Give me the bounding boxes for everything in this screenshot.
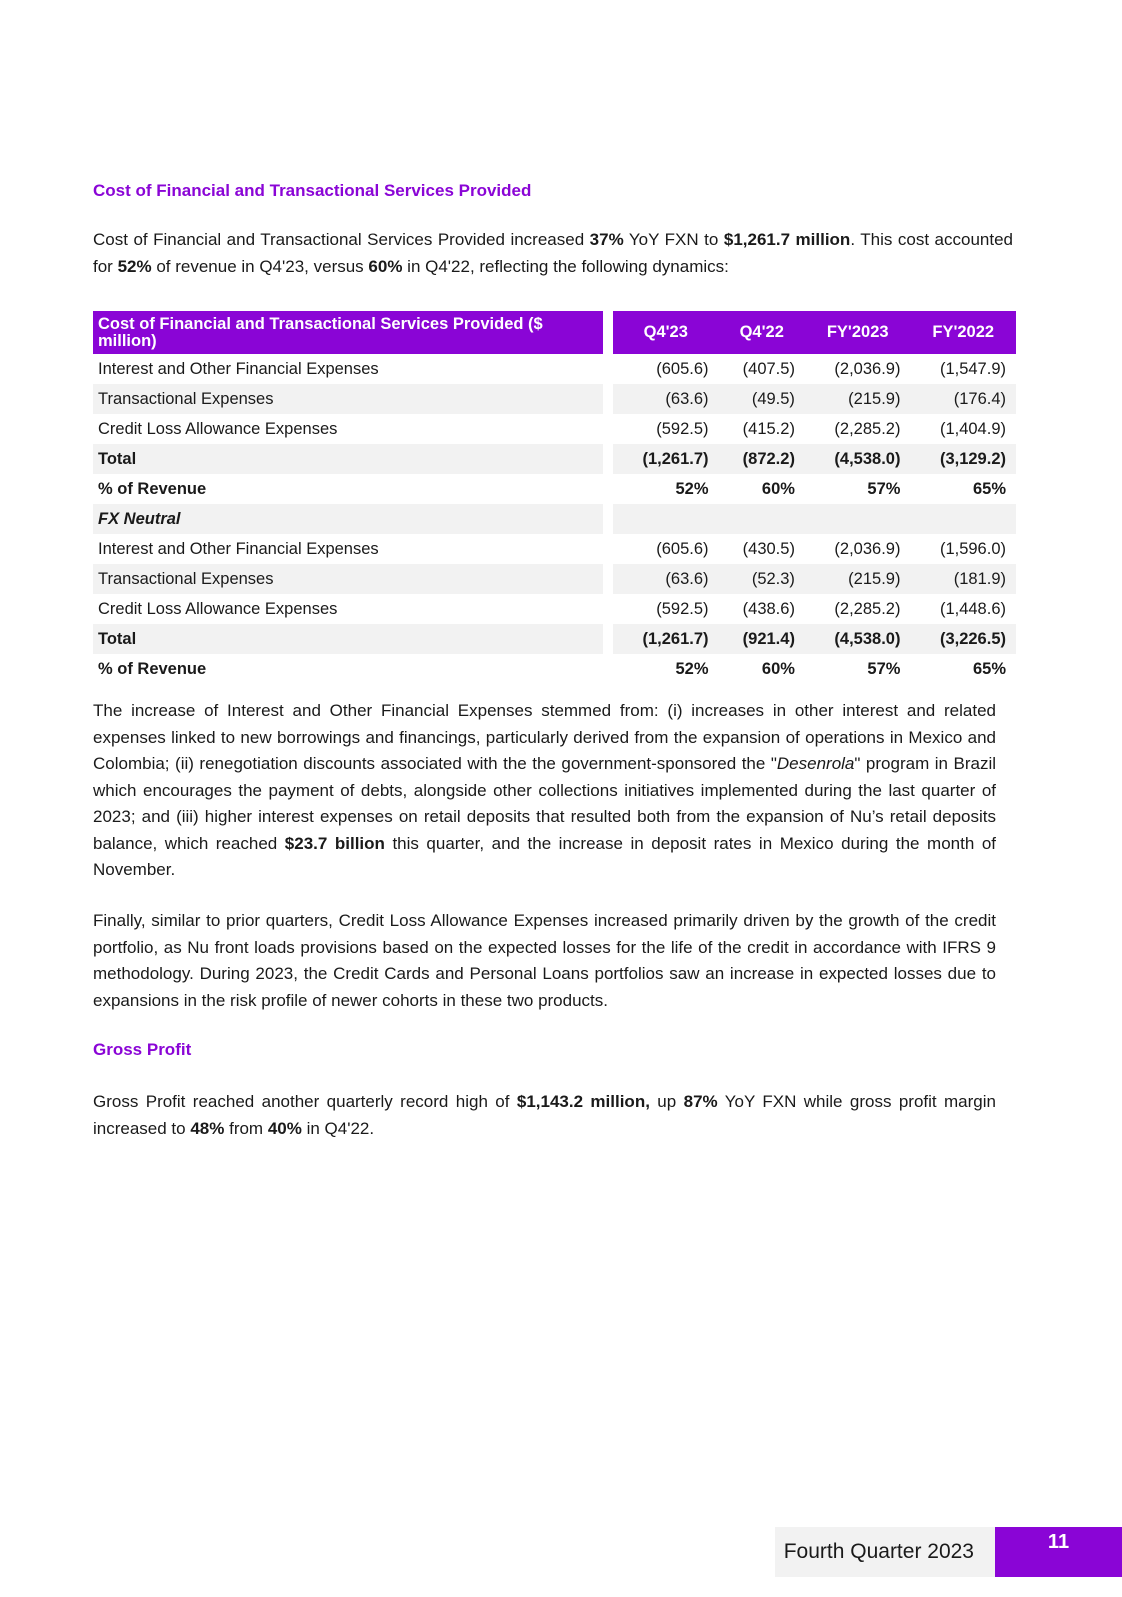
text-segment: 87% <box>683 1092 718 1111</box>
row-value: (605.6) <box>656 539 709 558</box>
row-value: (592.5) <box>656 419 709 438</box>
table-header-fy2022: FY'2022 <box>910 311 1016 354</box>
interest-expenses-paragraph <box>93 698 996 884</box>
row-value: 60% <box>761 479 795 498</box>
text-segment: 52% <box>117 256 152 276</box>
table-header-fy2023: FY'2023 <box>805 311 911 354</box>
row-label: Transactional Expenses <box>93 384 603 414</box>
row-label: Interest and Other Financial Expenses <box>98 539 379 558</box>
row-value: (872.2) <box>719 444 805 474</box>
text-segment: Gross Profit reached another quarterly record high of <box>93 1092 517 1111</box>
row-value: (3,226.5) <box>910 624 1016 654</box>
row-label: Total <box>93 444 603 474</box>
row-label: Transactional Expenses <box>93 564 603 594</box>
row-gap <box>603 384 613 414</box>
row-value: (430.5) <box>742 539 795 558</box>
text-segment: $1,261.7 million <box>723 230 851 249</box>
row-value: (4,538.0) <box>805 444 911 474</box>
cost-table-header <box>93 311 1016 354</box>
row-label: Total <box>93 624 603 654</box>
table-row <box>93 474 1016 504</box>
text-segment: Cost of Financial and Transactional Services Provided increased <box>93 230 590 249</box>
row-value: (2,285.2) <box>834 599 901 618</box>
row-value: (176.4) <box>910 384 1016 414</box>
text-segment: $23.7 billion <box>284 833 385 853</box>
row-label: % of Revenue <box>98 479 207 498</box>
row-value: 65% <box>972 659 1006 678</box>
text-segment: Finally, similar to prior quarters, Credit Loss Allowance Expenses increased primarily driven by the growth of the credit portfolio, as Nu front loads provisions based on the expected losses for the life of the credit in accordance with IFRS 9 methodology. During 2023, the Credit Cards and Personal Loans portfolios saw an increase in expected losses due to expansions in the risk profile of newer cohorts in these two products. <box>93 911 996 1010</box>
row-label: Credit Loss Allowance Expenses <box>98 419 338 438</box>
row-gap <box>603 474 613 504</box>
table-row <box>93 534 1016 564</box>
text-segment: 37% <box>589 230 624 249</box>
row-label: % of Revenue <box>98 659 207 678</box>
section-heading-cost: Cost of Financial and Transactional Services Provided <box>93 181 532 200</box>
cost-intro-paragraph <box>93 227 1013 280</box>
row-label: Credit Loss Allowance Expenses <box>98 599 338 618</box>
row-label: FX Neutral <box>93 504 603 534</box>
row-value: (921.4) <box>719 624 805 654</box>
row-value: 52% <box>675 659 709 678</box>
row-value: (407.5) <box>742 359 795 378</box>
row-value: (215.9) <box>805 564 911 594</box>
row-value: (605.6) <box>656 359 709 378</box>
text-segment: up <box>649 1092 684 1111</box>
row-value: (1,596.0) <box>939 539 1006 558</box>
row-label: Interest and Other Financial Expenses <box>98 359 379 378</box>
text-segment: 60% <box>368 256 403 276</box>
footer-report-label: Fourth Quarter 2023 <box>775 1527 995 1577</box>
row-value: (181.9) <box>910 564 1016 594</box>
row-gap <box>603 414 613 444</box>
table-row <box>93 384 1016 414</box>
text-segment: of revenue in Q4'23, versus <box>151 256 369 276</box>
row-value: 60% <box>761 659 795 678</box>
row-value: (63.6) <box>613 564 719 594</box>
row-gap <box>603 594 613 624</box>
text-segment: 48% <box>190 1118 225 1138</box>
row-value: (52.3) <box>719 564 805 594</box>
row-value: (415.2) <box>742 419 795 438</box>
text-segment: $1,143.2 million, <box>516 1092 650 1111</box>
row-value: (3,129.2) <box>910 444 1016 474</box>
credit-loss-paragraph <box>93 908 996 1014</box>
text-segment: in Q4'22. <box>301 1118 375 1138</box>
text-segment: from <box>224 1118 268 1138</box>
table-row <box>93 564 1016 594</box>
row-value: (1,404.9) <box>939 419 1006 438</box>
row-value: (2,036.9) <box>834 359 901 378</box>
row-gap <box>603 504 613 534</box>
row-value: 65% <box>972 479 1006 498</box>
row-value: (63.6) <box>613 384 719 414</box>
row-value: (2,285.2) <box>834 419 901 438</box>
table-row <box>93 624 1016 654</box>
table-row <box>93 354 1016 384</box>
footer-page-number: 11 <box>995 1527 1122 1577</box>
table-header-q4-22: Q4'22 <box>719 311 805 354</box>
row-value: 52% <box>675 479 709 498</box>
text-segment: Desenrola <box>776 754 855 773</box>
row-gap <box>603 624 613 654</box>
row-value: (1,448.6) <box>939 599 1006 618</box>
text-segment: YoY FXN to <box>623 230 724 249</box>
row-gap <box>603 354 613 384</box>
table-row <box>93 414 1016 444</box>
text-segment: The increase of Interest and Other Financial Expenses stemmed from: (i) increases in other interest and related expenses linked to new borrowings and financings, particularly derived from the expansion of operations in Mexico and Colombia; (ii) renegotiation discounts associated with the the government-sponsored the " <box>93 701 996 773</box>
table-row <box>93 444 1016 474</box>
row-gap <box>603 534 613 564</box>
row-value: (592.5) <box>656 599 709 618</box>
row-gap <box>603 444 613 474</box>
table-row <box>93 594 1016 624</box>
row-value: 57% <box>867 659 901 678</box>
table-header-title: Cost of Financial and Transactional Services Provided ($ million) <box>93 311 603 354</box>
table-header-gap <box>603 311 613 354</box>
row-value: (4,538.0) <box>805 624 911 654</box>
table-row <box>93 504 1016 534</box>
table-row <box>93 654 1016 684</box>
row-value <box>613 504 719 534</box>
table-header-q4-23: Q4'23 <box>613 311 719 354</box>
row-value: (438.6) <box>742 599 795 618</box>
section-heading-gross-profit: Gross Profit <box>93 1040 192 1059</box>
text-segment: in Q4'22, reflecting the following dynamics: <box>402 256 729 276</box>
row-value <box>719 504 805 534</box>
row-value: (1,261.7) <box>613 624 719 654</box>
cost-table <box>93 311 1016 684</box>
row-value: (49.5) <box>719 384 805 414</box>
text-segment: 40% <box>267 1118 302 1138</box>
row-value <box>910 504 1016 534</box>
row-value: (2,036.9) <box>834 539 901 558</box>
row-value: (1,547.9) <box>939 359 1006 378</box>
row-gap <box>603 654 613 684</box>
row-value: 57% <box>867 479 901 498</box>
text-segment: . This cost accounted for <box>93 230 1013 276</box>
gross-profit-paragraph <box>93 1089 996 1142</box>
text-segment: this quarter, and the increase in deposit rates in Mexico during the month of November. <box>93 833 996 879</box>
row-value: (215.9) <box>805 384 911 414</box>
cost-table-body <box>93 354 1016 684</box>
row-value <box>805 504 911 534</box>
row-gap <box>603 564 613 594</box>
text-segment: YoY FXN while gross profit margin increased to <box>93 1092 996 1138</box>
text-segment: " program in Brazil which encourages the payment of debts, alongside other collections initiatives implemented during the last quarter of 2023; and (iii) higher interest expenses on retail deposits that resulted both from the expansion of Nu’s retail deposits balance, which reached <box>93 754 996 853</box>
row-value: (1,261.7) <box>613 444 719 474</box>
